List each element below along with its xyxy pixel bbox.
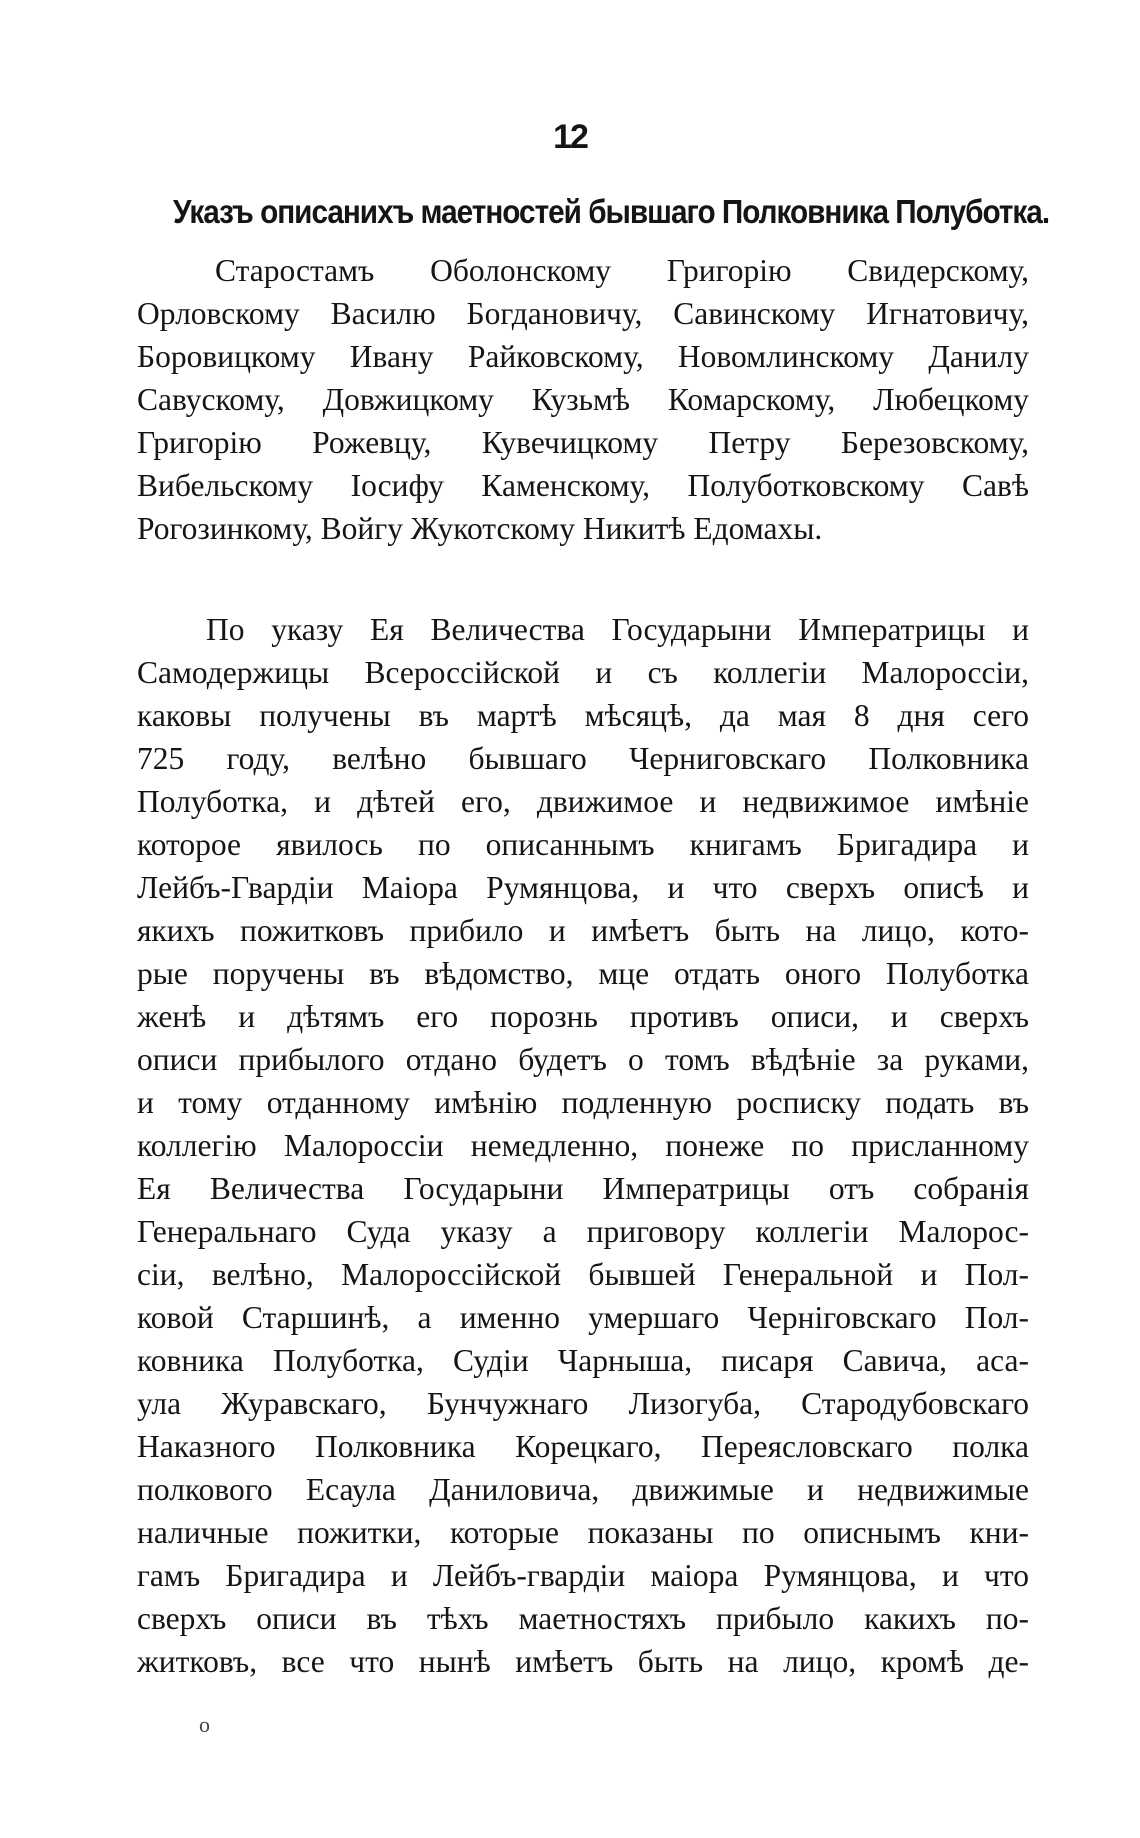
document-heading: Указъ описанихъ маетностей бывшаго Полковника Полуботка.: [173, 193, 1050, 230]
text-line: Лейбъ-Гвардіи Маіора Румянцова, и что сверхъ описѣ и: [137, 870, 1029, 905]
text-line: которое явилось по описаннымъ книгамъ Бригадира и: [137, 827, 1029, 862]
text-line: рые поручены въ вѣдомство, мце отдать оного Полуботка: [137, 956, 1029, 991]
text-line: Савускому, Довжицкому Кузьмѣ Комарскому, Любецкому: [137, 382, 1029, 417]
text-line: ковой Старшинѣ, а именно умершаго Черніговскаго Пол-: [137, 1300, 1029, 1335]
text-line: 725 году, велѣно бывшаго Черниговскаго Полковника: [137, 741, 1029, 776]
page-number: 12: [553, 118, 587, 156]
text-line: ула Журавскаго, Бунчужнаго Лизогуба, Стародубовскаго: [137, 1386, 1029, 1421]
text-line: Наказного Полковника Корецкаго, Переясловскаго полка: [137, 1429, 1029, 1464]
text-line: якихъ пожитковъ прибило и имѣетъ быть на лицо, кото-: [137, 913, 1029, 948]
text-line: сверхъ описи въ тѣхъ маетностяхъ прибыло какихъ по-: [137, 1601, 1029, 1636]
text-line: гамъ Бригадира и Лейбъ-гвардіи маіора Румянцова, и что: [137, 1558, 1029, 1593]
text-line: Боровицкому Ивану Райковскому, Новомлинскому Данилу: [137, 339, 1029, 374]
text-line: житковъ, все что нынѣ имѣетъ быть на лицо, кромѣ де-: [137, 1644, 1029, 1679]
text-line: Старостамъ Оболонскому Григорію Свидерскому,: [215, 253, 1029, 288]
text-line: Генеральнаго Суда указу а приговору коллегіи Малорос-: [137, 1214, 1029, 1249]
text-line: женѣ и дѣтямъ его порознь противъ описи, и сверхъ: [137, 999, 1029, 1034]
text-line: полкового Есаула Даниловича, движимые и недвижимые: [137, 1472, 1029, 1507]
text-line: Самодержицы Всероссійской и съ коллегіи Малороссіи,: [137, 655, 1029, 690]
text-line: ковника Полуботка, Судіи Чарныша, писаря Савича, аса-: [137, 1343, 1029, 1378]
text-line: описи прибылого отдано будетъ о томъ вѣдѣніе за руками,: [137, 1042, 1029, 1077]
text-line: Полуботка, и дѣтей его, движимое и недвижимое имѣніе: [137, 784, 1029, 819]
text-line: Григорію Рожевцу, Кувечицкому Петру Березовскому,: [137, 425, 1029, 460]
text-line: наличные пожитки, которые показаны по описнымъ кни-: [137, 1515, 1029, 1550]
text-line: и тому отданному имѣнію подленную роспиcку подать въ: [137, 1085, 1029, 1120]
text-line: Рогозинкому, Войгу Жукотскому Никитѣ Едомахы.: [137, 511, 823, 546]
text-line: каковы получены въ мартѣ мѣсяцѣ, да мая 8 дня сего: [137, 698, 1029, 733]
text-line: сіи, велѣно, Малороссійской бывшей Генеральной и Пол-: [137, 1257, 1029, 1292]
text-line: коллегію Малороссіи немедленно, понеже по присланному: [137, 1128, 1029, 1163]
stray-print-mark: о: [199, 1712, 210, 1737]
text-line: По указу Ея Величества Государыни Императрицы и: [206, 612, 1029, 647]
text-line: Орловскому Василю Богдановичу, Савинскому Игнатовичу,: [137, 296, 1029, 331]
text-line: Вибельскому Іосифу Каменскому, Полуботковскому Савѣ: [137, 468, 1029, 503]
text-line: Ея Величества Государыни Императрицы отъ собранія: [137, 1171, 1029, 1206]
